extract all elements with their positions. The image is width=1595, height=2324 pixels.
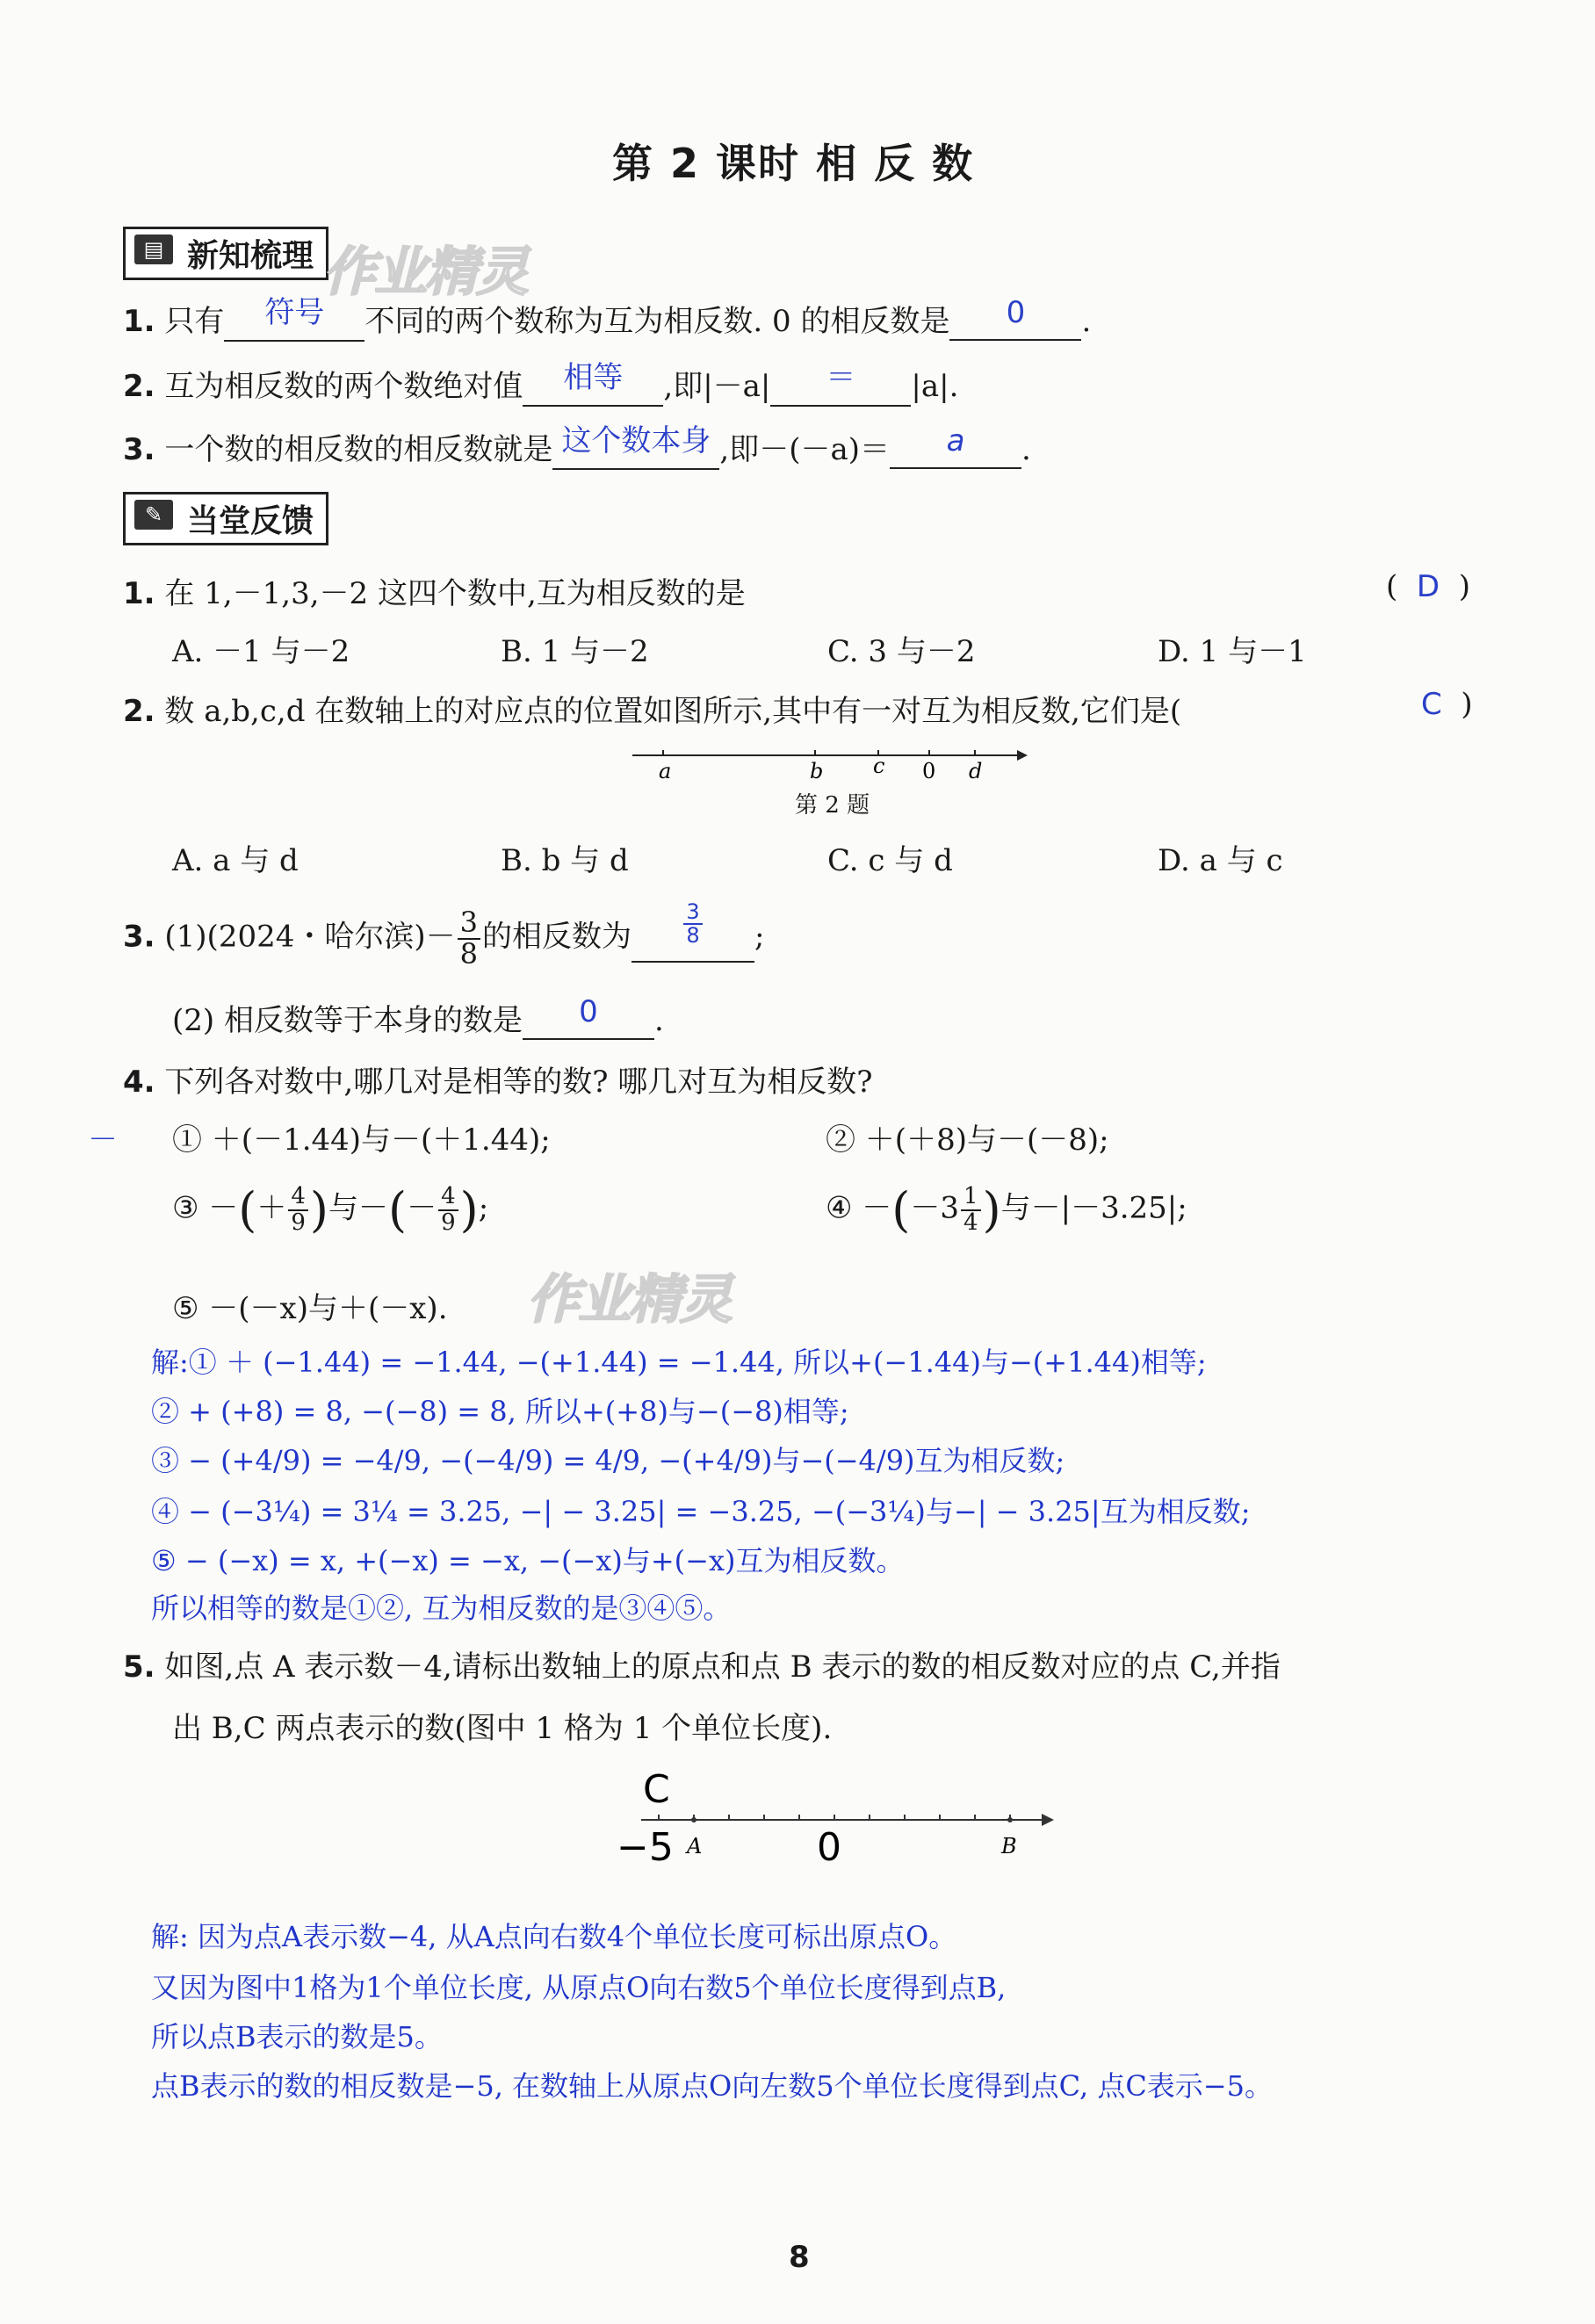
section-header-new-knowledge xyxy=(123,227,328,280)
answer-blank: 0 xyxy=(523,1003,654,1040)
question-2: 2. 数 a,b,c,d 在数轴上的对应点的位置如图所示,其中有一对互为相反数,它们是( xyxy=(123,694,1182,729)
option-c: C. c 与 d xyxy=(827,843,953,878)
solution-line: 解:① ＋ (−1.44) = −1.44, −(+1.44) = −1.44, 所以+(−1.44)与−(+1.44)相等; xyxy=(151,1346,1207,1379)
point-b-label: B xyxy=(1001,1834,1017,1858)
option-b: B. b 与 d xyxy=(501,843,629,878)
item-4: ④ －(－3 $\frac{1}{4}$ )与－|－3.25|; xyxy=(826,1182,1187,1238)
page-title: 第 2 课时 相 反 数 xyxy=(612,140,975,187)
book-icon: ▤ xyxy=(134,235,173,264)
item-5: ⑤ －(－x)与＋(－x). xyxy=(172,1291,448,1326)
solution-line: ④ − (−3¼) = 3¼ = 3.25, −| − 3.25| = −3.25, −(−3¼)与−| − 3.25|互为相反数; xyxy=(151,1495,1251,1528)
point-c-label: C xyxy=(643,1767,670,1812)
solution-line: 所以点B表示的数是5。 xyxy=(151,2020,443,2053)
option-d: D. 1 与－1 xyxy=(1158,634,1307,669)
question-1-answer: ( D ) xyxy=(1386,569,1470,604)
option-c: C. 3 与－2 xyxy=(827,634,976,669)
question-3-part-2: (2) 相反数等于本身的数是 0 . xyxy=(172,994,664,1038)
axis-label-b: b xyxy=(810,759,824,783)
answer-blank: a xyxy=(890,432,1021,469)
question-4: 4. 下列各对数中,哪几对是相等的数? 哪几对互为相反数? xyxy=(123,1065,873,1100)
question-5-line-2: 出 B,C 两点表示的数(图中 1 格为 1 个单位长度). xyxy=(172,1711,833,1746)
solution-line: ② + (+8) = 8, −(−8) = 8, 所以+(+8)与−(−8)相等; xyxy=(151,1395,849,1428)
axis-label-d: d xyxy=(969,759,983,783)
figure-caption: 第 2 题 xyxy=(795,792,870,819)
question-3-part-1: 3. (1)(2024・哈尔滨)－ $\frac{3}{8}$ 的相反数为 $\frac{3}{8}$ ; xyxy=(123,899,765,971)
solution-line: ⑤ − (−x) = x, +(−x) = −x, −(−x)与+(−x)互为相反数。 xyxy=(151,1544,905,1577)
item-1: ① ＋(－1.44)与－(＋1.44); xyxy=(172,1122,551,1158)
axis-label-zero: 0 xyxy=(922,759,936,783)
axis-label-c: c xyxy=(873,754,885,778)
answer-blank: 这个数本身 xyxy=(552,425,719,470)
origin-label: 0 xyxy=(817,1825,841,1870)
section-header-feedback xyxy=(123,492,328,545)
option-d: D. a 与 c xyxy=(1158,843,1283,878)
point-a-label: A xyxy=(687,1834,703,1858)
option-a: A. －1 与－2 xyxy=(172,634,350,669)
option-b: B. 1 与－2 xyxy=(501,634,649,669)
question-2-answer: C ) xyxy=(1421,687,1473,722)
answer-blank: 0 xyxy=(949,304,1081,341)
number-line-figure-q2 xyxy=(615,738,1036,790)
solution-line: 所以相等的数是①②, 互为相反数的是③④⑤。 xyxy=(151,1591,732,1625)
margin-dash-mark: － xyxy=(88,1122,118,1158)
item-2: ② ＋(＋8)与－(－8); xyxy=(826,1122,1109,1158)
axis-label-a: a xyxy=(659,759,672,783)
answer-blank: ＝ xyxy=(770,362,911,407)
answer-blank: 符号 xyxy=(224,297,364,342)
question-1: 1. 在 1,－1,3,－2 这四个数中,互为相反数的是 xyxy=(123,576,746,611)
question-5-line-1: 5. 如图,点 A 表示数－4,请标出数轴上的原点和点 B 表示的数的相反数对应的点 C,并指 xyxy=(123,1649,1281,1685)
section-label: 新知梳理 xyxy=(187,238,314,274)
watermark-logo: 作业精灵 xyxy=(323,242,527,303)
watermark-logo: 作业精灵 xyxy=(527,1269,731,1331)
answer-blank: 相等 xyxy=(523,362,663,407)
number-line-figure-q5 xyxy=(606,1757,1080,1880)
solution-line: 又因为图中1格为1个单位长度, 从原点O向右数5个单位长度得到点B, xyxy=(151,1971,1007,2004)
page-number: 8 xyxy=(789,2240,810,2275)
answer-blank: $\frac{3}{8}$ xyxy=(632,915,754,963)
item-3: ③ －(＋ $\frac{4}{9}$ )与－(－ $\frac{4}{9}$ ); xyxy=(172,1182,489,1238)
solution-line: 点B表示的数的相反数是−5, 在数轴上从原点O向左数5个单位长度得到点C, 点C表示−5。 xyxy=(151,2069,1273,2103)
section-label: 当堂反馈 xyxy=(187,503,314,539)
knowledge-item-2: 2. 互为相反数的两个数绝对值 相等 ,即|－a| ＝ |a|. xyxy=(123,362,958,407)
solution-line: ③ − (+4/9) = −4/9, −(−4/9) = 4/9, −(+4/9)与−(−4/9)互为相反数; xyxy=(151,1444,1065,1477)
solution-line: 解: 因为点A表示数−4, 从A点向右数4个单位长度可标出原点O。 xyxy=(151,1920,957,1953)
option-a: A. a 与 d xyxy=(172,843,299,878)
knowledge-item-3: 3. 一个数的相反数的相反数就是 这个数本身 ,即－(－a)＝ a . xyxy=(123,425,1031,470)
knowledge-item-1: 1. 只有 符号 不同的两个数称为互为相反数. 0 的相反数是 0 . xyxy=(123,297,1091,342)
pen-icon: ✎ xyxy=(134,500,173,530)
point-minus5-label: −5 xyxy=(617,1825,674,1870)
